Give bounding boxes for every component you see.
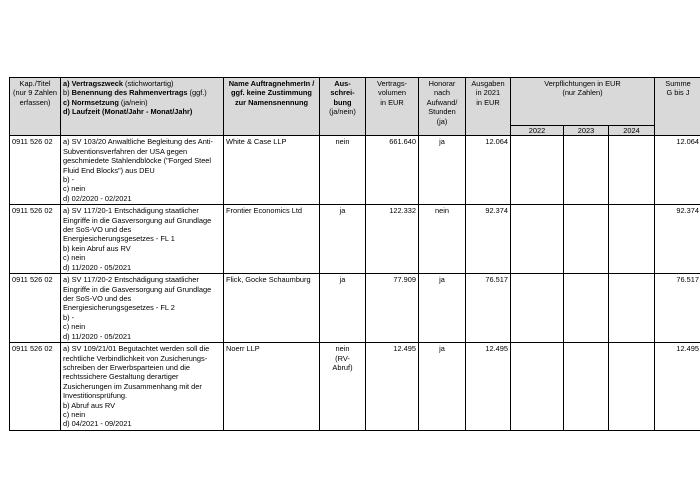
header-aus-line: Aus- <box>334 79 351 88</box>
aus-line: (RV- <box>335 353 350 363</box>
zweck-line: d) 04/2021 - 09/2021 <box>63 419 132 429</box>
zweck-line: b) - <box>63 312 75 322</box>
aus-line: nein <box>335 344 350 354</box>
header-honorar <box>419 78 466 136</box>
cell-name: White & Case LLP <box>224 136 320 205</box>
cell-ausgaben: 12.495 <box>466 343 511 431</box>
cell-ausschreibung <box>320 136 366 205</box>
header-kap-titel <box>10 78 61 136</box>
cell-2024 <box>609 274 655 343</box>
header-year-2023: 2023 <box>564 126 609 136</box>
header-vertragsvolumen <box>366 78 419 136</box>
zweck-line: c) nein <box>63 409 86 419</box>
zweck-line: schreiben der Erwerbsparteien und die <box>63 362 190 372</box>
cell-ausschreibung <box>320 205 366 274</box>
cell-2022 <box>511 205 564 274</box>
cell-summe: 92.374 <box>655 205 700 274</box>
header-vertragszweck <box>61 78 224 136</box>
cell-ausgaben: 12.064 <box>466 136 511 205</box>
zweck-line: der SoS-VO und des <box>63 225 132 235</box>
cell-kap: 0911 526 02 <box>10 343 61 431</box>
header-hon-line: (ja) <box>436 116 448 126</box>
cell-2022 <box>511 136 564 205</box>
cell-kap: 0911 526 02 <box>10 274 61 343</box>
zweck-line: a) SV 103/20 Anwaltliche Begleitung des Anti- <box>63 137 213 147</box>
zweck-line: a) SV 109/21/01 Begutachtet werden soll die <box>63 344 210 354</box>
cell-ausschreibung <box>320 343 366 431</box>
header-verpf-line: Verpflichtungen in EUR <box>544 79 621 88</box>
table-row <box>10 136 700 205</box>
cell-volumen: 77.909 <box>366 274 419 343</box>
zweck-line: c) nein <box>63 184 86 194</box>
cell-name: Frontier Economics Ltd <box>224 205 320 274</box>
header-vol-line: volumen <box>378 88 406 98</box>
header-verpflichtungen <box>511 78 655 126</box>
header-ausg-line: in EUR <box>476 97 500 107</box>
zweck-line: d) 11/2020 - 05/2021 <box>63 262 132 272</box>
header-zweck-line-b: b) Benennung des Rahmenvertrags (ggf.) <box>63 88 207 98</box>
aus-line: ja <box>339 275 346 285</box>
cell-name: Flick, Gocke Schaumburg <box>224 274 320 343</box>
header-hon-line: Aufwand/ <box>426 97 458 107</box>
cell-summe: 12.495 <box>655 343 700 431</box>
header-year-2024: 2024 <box>609 126 655 136</box>
header-vol-line: Vertrags- <box>377 79 407 88</box>
cell-summe: 76.517 <box>655 274 700 343</box>
zweck-line: rechtssichere Gestaltung derartiger <box>63 372 179 382</box>
zweck-line: Fluid End Blocks") aus DEU <box>63 165 155 175</box>
zweck-line: Subventionsverfahren der USA gegen <box>63 146 188 156</box>
cell-volumen: 661.640 <box>366 136 419 205</box>
header-auftragnehmer <box>224 78 320 136</box>
aus-line: ja <box>339 206 346 216</box>
cell-honorar: ja <box>419 274 466 343</box>
zweck-line: b) - <box>63 175 75 185</box>
cell-2022 <box>511 274 564 343</box>
header-ausg-line: in 2021 <box>475 88 501 98</box>
zweck-line: geschmiedete Stahlendblöcke ("Forged Steel <box>63 156 212 166</box>
header-ausg-line: Ausgaben <box>471 79 505 88</box>
cell-2022 <box>511 343 564 431</box>
table-row <box>10 274 700 343</box>
aus-line: nein <box>335 137 350 147</box>
contracts-table <box>9 77 700 431</box>
zweck-line: Eingriffe in die Gasversorgung auf Grundlage <box>63 215 212 225</box>
cell-zweck <box>61 136 224 205</box>
cell-kap: 0911 526 02 <box>10 136 61 205</box>
cell-2023 <box>564 205 609 274</box>
header-aus-line: schrei- <box>330 88 355 98</box>
zweck-line: a) SV 117/20-2 Entschädigung staatlicher <box>63 275 199 285</box>
header-vol-line: in EUR <box>380 97 404 107</box>
header-row <box>10 78 700 126</box>
zweck-line: c) nein <box>63 322 86 332</box>
cell-2024 <box>609 343 655 431</box>
zweck-line: Energiesicherungsgesetzes - FL 2 <box>63 303 175 313</box>
zweck-line: Investitionsprüfung. <box>63 391 128 401</box>
cell-2024 <box>609 205 655 274</box>
cell-zweck <box>61 274 224 343</box>
header-aus-line: (ja/nein) <box>329 107 356 117</box>
aus-line: Abruf) <box>332 362 353 372</box>
zweck-line: d) 02/2020 - 02/2021 <box>63 193 132 203</box>
header-kap-line: (nur 9 Zahlen <box>13 88 57 98</box>
zweck-line: der SoS-VO und des <box>63 293 132 303</box>
header-ausschreibung <box>320 78 366 136</box>
cell-summe: 12.064 <box>655 136 700 205</box>
zweck-line: Eingriffe in die Gasversorgung auf Grundlage <box>63 284 212 294</box>
zweck-line: rechtliche Verbindlichkeit von Zusicherungs- <box>63 353 208 363</box>
cell-zweck <box>61 343 224 431</box>
header-aus-line: bung <box>333 97 352 107</box>
header-zweck-line-a: a) Vertragszweck (stichwortartig) <box>63 79 174 88</box>
header-verpf-line: (nur Zahlen) <box>562 88 603 98</box>
table-row <box>10 343 700 431</box>
zweck-line: b) kein Abruf aus RV <box>63 243 131 253</box>
cell-zweck <box>61 205 224 274</box>
cell-honorar: nein <box>419 205 466 274</box>
header-year-2022: 2022 <box>511 126 564 136</box>
header-kap-line: erfassen) <box>19 97 51 107</box>
header-kap-line: Kap./Titel <box>19 79 51 88</box>
zweck-line: a) SV 117/20-1 Entschädigung staatlicher <box>63 206 199 216</box>
header-zweck-line-c: c) Normsetzung (ja/nein) <box>63 97 148 107</box>
cell-honorar: ja <box>419 136 466 205</box>
cell-2023 <box>564 136 609 205</box>
zweck-line: d) 11/2020 - 05/2021 <box>63 331 132 341</box>
zweck-line: Zusicherungen im Zusammenhang mit der <box>63 381 202 391</box>
header-hon-line: Honorar <box>428 79 456 88</box>
header-summe-line: G bis J <box>666 88 690 98</box>
header-name-line: ggf. keine Zustimmung <box>231 88 312 98</box>
cell-2024 <box>609 136 655 205</box>
zweck-line: b) Abruf aus RV <box>63 400 116 410</box>
cell-ausschreibung <box>320 274 366 343</box>
header-summe <box>655 78 700 136</box>
header-name-line: Name AuftragnehmerIn / <box>228 79 315 88</box>
zweck-line: Energiesicherungsgesetzes - FL 1 <box>63 234 175 244</box>
cell-name: Noerr LLP <box>224 343 320 431</box>
header-zweck-line-d: d) Laufzeit (Monat/Jahr - Monat/Jahr) <box>63 107 193 117</box>
cell-honorar: ja <box>419 343 466 431</box>
zweck-line: c) nein <box>63 253 86 263</box>
cell-2023 <box>564 274 609 343</box>
header-ausgaben <box>466 78 511 136</box>
header-summe-line: Summe <box>665 79 691 88</box>
header-name-line: zur Namensnennung <box>234 97 309 107</box>
cell-kap: 0911 526 02 <box>10 205 61 274</box>
cell-2023 <box>564 343 609 431</box>
cell-ausgaben: 92.374 <box>466 205 511 274</box>
cell-ausgaben: 76.517 <box>466 274 511 343</box>
cell-volumen: 12.495 <box>366 343 419 431</box>
header-hon-line: Stunden <box>428 107 456 117</box>
cell-volumen: 122.332 <box>366 205 419 274</box>
header-hon-line: nach <box>433 88 451 98</box>
table-row <box>10 205 700 274</box>
